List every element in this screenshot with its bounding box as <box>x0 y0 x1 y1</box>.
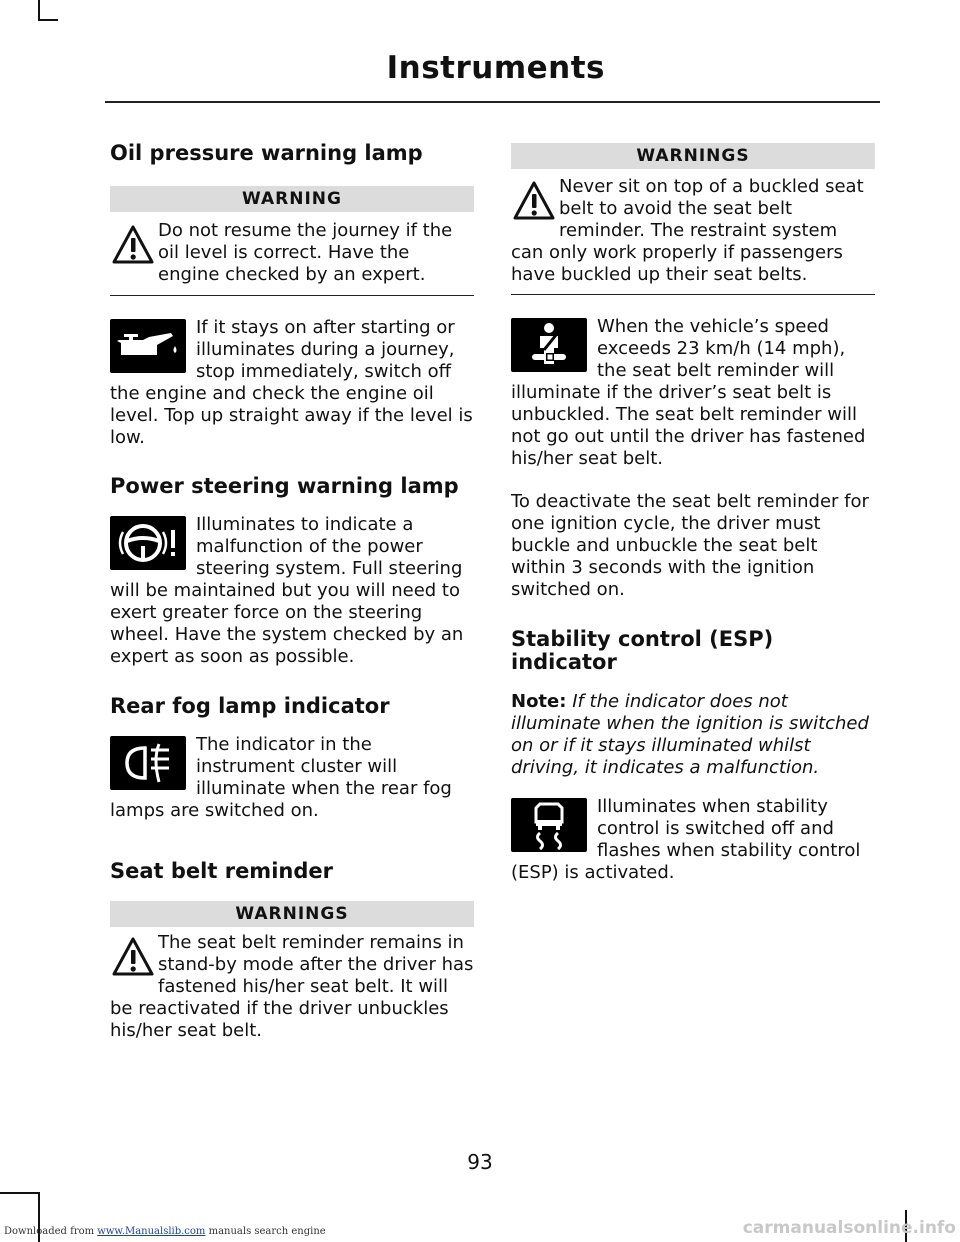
warning-triangle-icon <box>110 222 156 268</box>
warning-header: WARNING <box>110 186 474 212</box>
deactivate-text: To deactivate the seat belt reminder for one ignition cycle, the driver must buckle and unbuckle the seat belt within 3 seconds with the ignition switched on. <box>511 491 869 600</box>
esp-section <box>511 796 875 884</box>
warning-box <box>511 176 875 286</box>
right-column <box>511 136 875 884</box>
warning-box <box>110 220 474 286</box>
warning-triangle-icon <box>110 934 156 980</box>
divider <box>110 295 474 296</box>
oil-can-icon <box>110 319 186 373</box>
page-number: 93 <box>467 1150 493 1174</box>
crop-mark <box>38 0 40 20</box>
fog-heading: Rear fog lamp indicator <box>110 694 390 718</box>
left-column <box>110 136 474 1042</box>
steering-wheel-warning-icon <box>110 516 186 570</box>
steering-heading: Power steering warning lamp <box>110 474 459 498</box>
rear-fog-lamp-icon <box>110 736 186 790</box>
footer-suffix: manuals search engine <box>205 1226 326 1237</box>
warning-header: WARNINGS <box>511 143 875 169</box>
warning-text: Do not resume the journey if the oil level is correct. Have the engine checked by an expert. <box>158 220 453 285</box>
seatbelt-heading: Seat belt reminder <box>110 859 333 883</box>
esp-note <box>511 691 875 779</box>
esp-text: Illuminates when stability control is switched off and flashes when stability control (ESP) is activated. <box>511 796 861 883</box>
note-label: Note: <box>511 691 567 712</box>
warning-triangle-icon <box>511 178 557 224</box>
fog-text: The indicator in the instrument cluster will illuminate when the rear fog lamps are switched on. <box>110 734 452 821</box>
warning-text: The seat belt reminder remains in stand-by mode after the driver has fastened his/her seat belt. It will be reactivated if the driver unbuckles his/her seat belt. <box>110 932 474 1041</box>
oil-text: If it stays on after starting or illuminates during a journey, stop immediately, switch off the engine and check the engine oil level. Top up straight away if the level is low. <box>110 317 473 448</box>
steering-text: Illuminates to indicate a malfunction of the power steering system. Full steering will be maintained but you will need to exert greater force on the steering wheel. Have the system checked by an expert as soon as possible. <box>110 514 464 667</box>
fog-section <box>110 734 474 822</box>
steering-section <box>110 514 474 668</box>
watermark: carmanualsonline.info <box>742 1218 956 1238</box>
esp-heading: Stability control (ESP) indicator <box>511 627 774 674</box>
stability-control-icon <box>511 798 587 852</box>
seatbelt-text: When the vehicle’s speed exceeds 23 km/h (14 mph), the seat belt reminder will illuminate if the driver’s seat belt is unbuckled. The seat belt reminder will not go out until the driver has fastened his/her seat belt. <box>511 316 866 469</box>
page-title: Instruments <box>386 50 605 86</box>
warning-box <box>110 932 474 1042</box>
note-text: If the indicator does not illuminate when the ignition is switched on or if it stays illuminated whilst driving, it indicates a malfunction. <box>511 691 869 778</box>
seatbelt-section <box>511 316 875 470</box>
crop-mark <box>38 19 58 21</box>
oil-heading: Oil pressure warning lamp <box>110 141 423 165</box>
crop-mark <box>0 1192 40 1194</box>
footer-link[interactable]: www.Manualslib.com <box>97 1226 206 1237</box>
title-divider <box>105 101 880 103</box>
oil-section <box>110 317 474 449</box>
footer-prefix: Downloaded from <box>4 1226 98 1237</box>
seat-belt-icon <box>511 318 587 372</box>
download-footer <box>4 1226 326 1237</box>
warning-text: Never sit on top of a buckled seat belt to avoid the seat belt reminder. The restraint system can only work properly if passengers have buckled up their seat belts. <box>511 176 864 285</box>
divider <box>511 294 875 295</box>
warning-header: WARNINGS <box>110 901 474 927</box>
